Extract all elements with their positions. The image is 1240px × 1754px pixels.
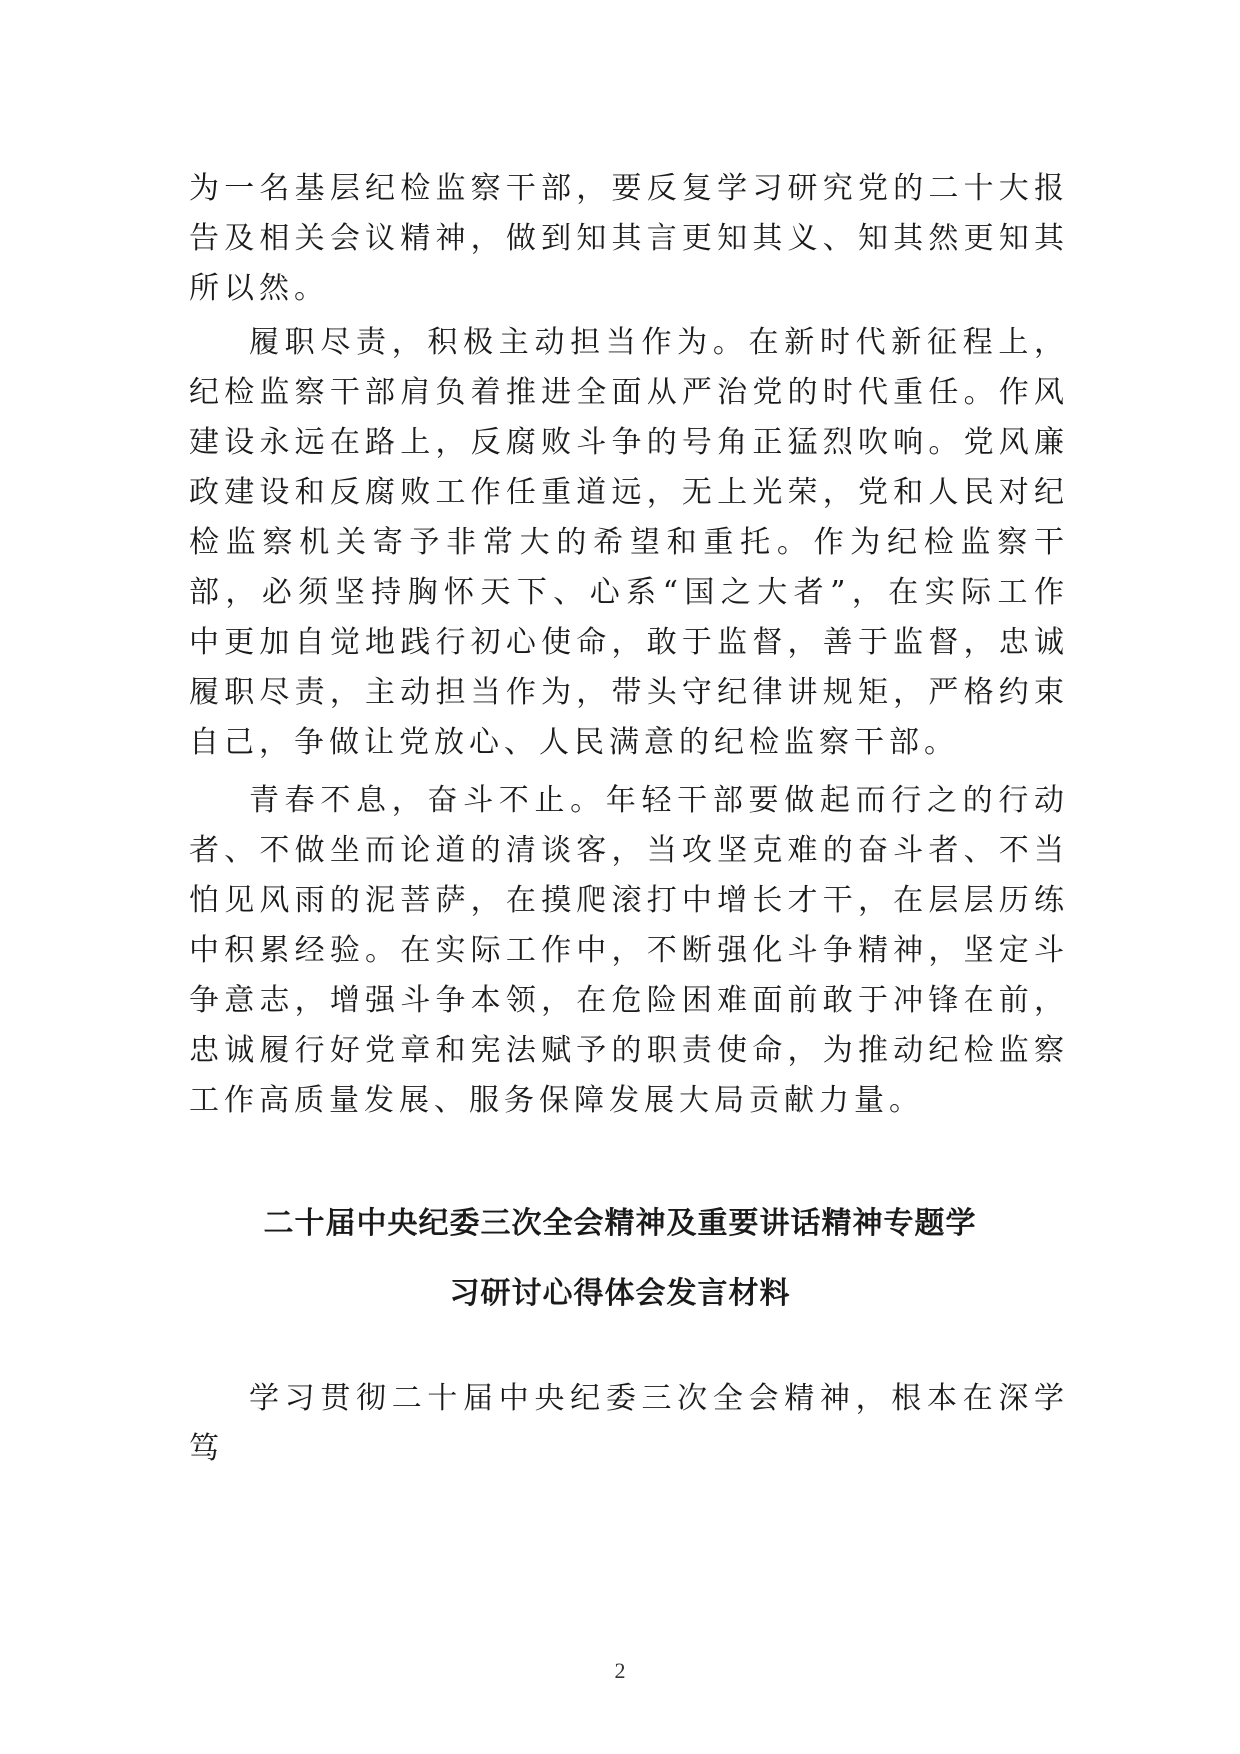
page-number: 2 bbox=[614, 1658, 626, 1683]
paragraph-youth: 青春不息，奋斗不止。年轻干部要做起而行之的行动者、不做坐而论道的清谈客，当攻坚克难的奋斗者、不当怕见风雨的泥菩萨，在摸爬滚打中增长才干，在层层历练中积累经验。在实际工作中，不断强化斗争精神，坚定斗争意志，增强斗争本领，在危险困难面前敢于冲锋在前，忠诚履行好党章和宪法赋予的职责使命，为推动纪检监察工作高质量发展、服务保障发展大局贡献力量。 bbox=[189, 783, 1069, 1118]
section-title-line-1: 二十届中央纪委三次全会精神及重要讲话精神专题学 bbox=[263, 1206, 977, 1241]
paragraph-duty: 履职尽责，积极主动担当作为。在新时代新征程上，纪检监察干部肩负着推进全面从严治党的时代重任。作风建设永远在路上，反腐败斗争的号角正猛烈吹响。党风廉政建设和反腐败工作任重道远，无上光荣，党和人民对纪检监察机关寄予非常大的希望和重托。作为纪检监察干部，必须坚持胸怀天下、心系“国之大者”，在实际工作中更加自觉地践行初心使命，敢于监督，善于监督，忠诚履职尽责，主动担当作为，带头守纪律讲规矩，严格约束自己，争做让党放心、人民满意的纪检监察干部。 bbox=[189, 325, 1069, 760]
section-first-paragraph: 学习贯彻二十届中央纪委三次全会精神，根本在深学笃 bbox=[189, 1381, 1069, 1466]
paragraph-continuation: 为一名基层纪检监察干部，要反复学习研究党的二十大报告及相关会议精神，做到知其言更知其义、知其然更知其所以然。 bbox=[189, 171, 1069, 306]
section-title-line-2: 习研讨心得体会发言材料 bbox=[449, 1276, 791, 1311]
